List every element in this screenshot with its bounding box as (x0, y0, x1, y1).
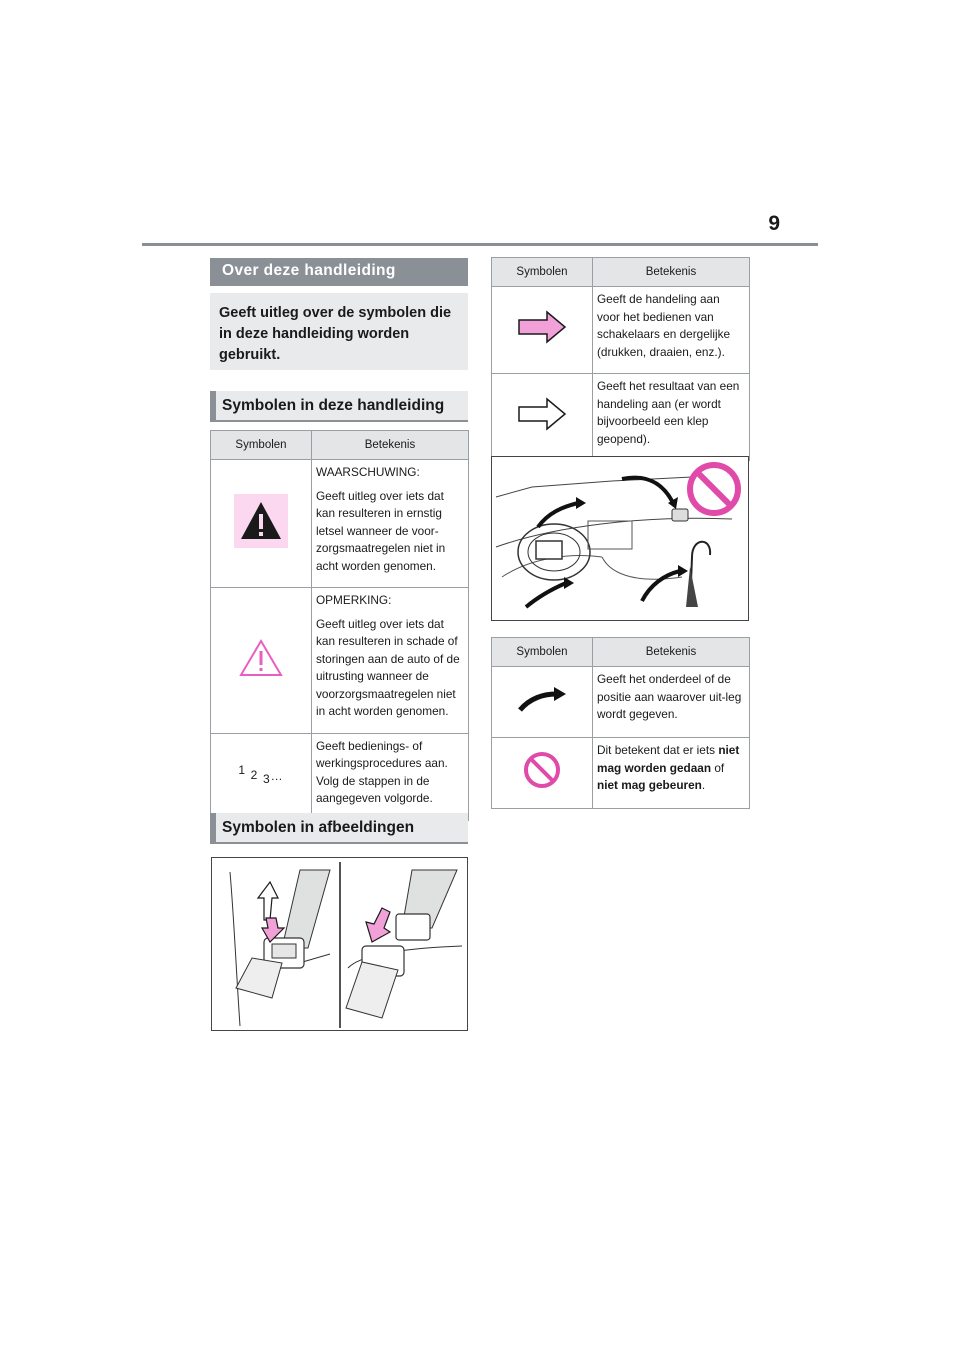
caution-text: Geeft uitleg over iets dat kan resulteren in schade of storingen aan de auto of de uitrusting wanneer de voorzorgsmaatregelen niet in acht worden genomen. (316, 616, 460, 718)
step-1: 1 (238, 763, 247, 778)
table-row (211, 460, 469, 588)
table-row (492, 738, 750, 809)
caution-triangle-outline-icon (238, 638, 284, 678)
prohibited-bold-a: niet mag worden gedaan (597, 743, 740, 775)
warning-title: WAARSCHUWING: (316, 465, 420, 479)
step-3: 3 (262, 772, 271, 787)
steps-numbers-icon (238, 763, 284, 787)
page-number: 9 (768, 212, 780, 235)
section-heading-text: Symbolen in afbeeldingen (222, 819, 415, 836)
section-heading-text: Symbolen in deze handleiding (222, 397, 445, 414)
section-heading-manual-symbols (210, 391, 468, 422)
column-header-symbols: Symbolen (492, 258, 593, 287)
caution-title: OPMERKING: (316, 593, 392, 607)
operation-text: Geeft de handeling aan voor het bedienen van schakelaars en dergelijke (drukken, draaien, enz.). (597, 292, 731, 359)
warning-triangle-filled-icon (234, 494, 288, 548)
outline-arrow-icon (517, 396, 567, 438)
column-header-symbols: Symbolen (492, 638, 593, 667)
steps-text: Geeft bedienings- of werkingsprocedures aan. Volg de stappen in de aangegeven volgorde. (316, 738, 448, 805)
header-rule (142, 243, 818, 246)
warning-text: Geeft uitleg over iets dat kan resulteren in ernstig letsel wanneer de voor-zorgsmaatregelen niet in acht worden genomen. (316, 488, 446, 573)
column-header-symbols: Symbolen (211, 431, 312, 460)
prohibited-circle-icon (522, 750, 562, 796)
chapter-banner: Over deze handleiding (210, 258, 468, 286)
prohibited-text-b: of (714, 760, 725, 775)
part-indication-text: Geeft het onderdeel of de positie aan waarover uit-leg wordt gegeven. (597, 672, 742, 721)
column-header-meaning: Betekenis (593, 258, 750, 287)
table-row (211, 733, 469, 820)
pink-filled-arrow-icon (517, 309, 567, 351)
column-header-meaning: Betekenis (593, 638, 750, 667)
dashboard-drawing (492, 457, 748, 620)
table-row (492, 374, 750, 461)
step-dots: … (270, 769, 284, 784)
intro-box: Geeft uitleg over de symbolen die in deze handleiding worden gebruikt. (210, 293, 468, 370)
table-row (492, 287, 750, 374)
step-2: 2 (250, 768, 259, 783)
seatbelt-illustration (211, 857, 468, 1031)
prohibited-text-a: Dit betekent dat er iets (597, 743, 716, 757)
dashboard-illustration (491, 456, 749, 621)
table-row (492, 667, 750, 738)
table-row (211, 588, 469, 734)
seatbelt-drawing (212, 858, 467, 1030)
prohibited-text (597, 742, 745, 795)
manual-symbols-table (210, 430, 469, 821)
illustration-symbols-table (491, 637, 750, 809)
figure-symbols-table (491, 257, 750, 461)
curved-black-arrow-icon (516, 684, 568, 720)
prohibited-text-c: . (701, 778, 706, 792)
column-header-meaning: Betekenis (312, 431, 469, 460)
result-text: Geeft het resultaat van een handeling aan (er wordt bijvoorbeeld een klep geopend). (597, 379, 740, 446)
prohibited-bold-b: niet mag gebeuren (597, 778, 702, 792)
section-heading-figure-symbols (210, 813, 468, 844)
